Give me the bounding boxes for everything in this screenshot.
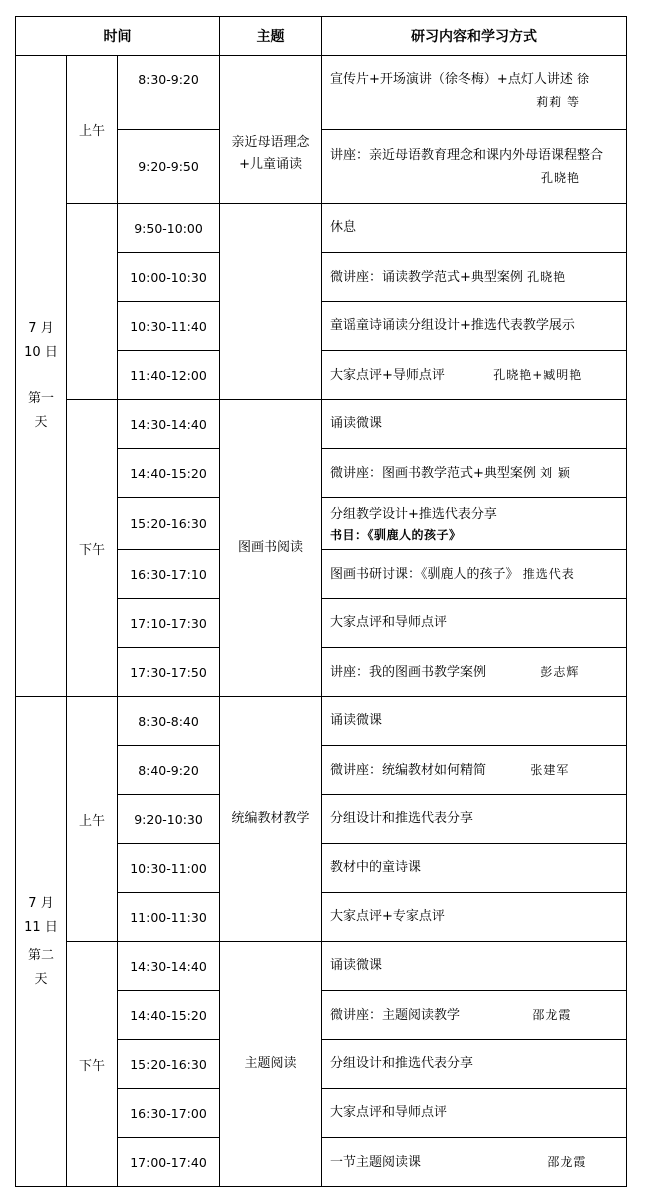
time-cell: 10:00-10:30 [118,253,220,302]
period-label: 上午 [67,697,118,942]
period-label: 上午 [67,56,118,204]
speaker-name: 张建军 [530,762,570,777]
content-cell [322,56,627,130]
content-cell [322,351,627,400]
content-cell: 大家点评和导师点评 [322,1089,627,1138]
time-cell: 9:20-9:50 [118,130,220,204]
speaker-name: 孔晓艳 [527,269,567,284]
table-row [16,942,627,991]
day-2-month: 7 月 [28,895,54,911]
time-cell: 16:30-17:00 [118,1089,220,1138]
content-cell [322,991,627,1040]
speaker-name: 刘 颖 [540,465,571,480]
day-1-ordinal-suffix: 天 [34,415,48,430]
speaker-name: 莉莉 等 [536,95,581,109]
table-row [16,204,627,253]
time-cell: 17:10-17:30 [118,599,220,648]
content-text: 微讲座：统编教材如何精简 [330,762,487,778]
content-cell [322,550,627,599]
header-theme: 主题 [220,17,322,56]
time-cell: 10:30-11:40 [118,302,220,351]
speaker-name: 邵龙霞 [532,1007,572,1022]
content-cell: 诵读微课 [322,400,627,449]
content-cell: 分组设计和推选代表分享 [322,1040,627,1089]
content-text: 讲座：我的图画书教学案例 [330,664,487,680]
content-cell [322,498,627,550]
time-cell: 9:50-10:00 [118,204,220,253]
header-time: 时间 [16,17,220,56]
time-cell: 14:30-14:40 [118,400,220,449]
time-cell: 11:40-12:00 [118,351,220,400]
content-text: 微讲座：诵读教学范式+典型案例 [330,269,523,285]
theme-cell: 图画书阅读 [220,400,322,697]
header-content: 研习内容和学习方式 [322,17,627,56]
content-text: 一节主题阅读课 [330,1154,422,1170]
content-text: 微讲座：图画书教学范式+典型案例 [330,465,536,481]
time-cell: 14:40-15:20 [118,991,220,1040]
table-row [16,400,627,449]
day-2-ordinal-suffix: 天 [34,971,48,987]
table-row [16,56,627,130]
time-cell: 17:00-17:40 [118,1138,220,1187]
theme-cell: 统编教材教学 [220,697,322,942]
content-cell [322,253,627,302]
period-label: 下午 [67,942,118,1187]
theme-continuation [220,204,322,400]
theme-cell: 主题阅读 [220,942,322,1187]
content-cell [322,1138,627,1187]
speaker-name: 孔晓艳 [541,170,581,185]
content-text: 大家点评+导师点评 [330,367,445,383]
time-cell: 17:30-17:50 [118,648,220,697]
content-cell: 大家点评和导师点评 [322,599,627,648]
content-cell: 休息 [322,204,627,253]
table-row [16,697,627,746]
speaker-name: 邵龙霞 [547,1154,587,1169]
day-2-date: 11 日 [24,919,58,935]
speaker-name: 徐 [576,72,590,86]
day-1-label [16,56,67,697]
theme-cell: 亲近母语理念+儿童诵读 [220,56,322,204]
booklist-note: 书目：《驯鹿人的孩子》 [330,527,462,542]
content-text: 讲座：亲近母语教育理念和课内外母语课程整合 [330,147,604,163]
time-cell: 15:20-16:30 [118,498,220,550]
period-label: 下午 [67,400,118,697]
content-cell: 大家点评+专家点评 [322,893,627,942]
time-cell: 10:30-11:00 [118,844,220,893]
schedule-table [15,16,627,1187]
time-cell: 11:00-11:30 [118,893,220,942]
speaker-name: 推选代表 [522,566,575,581]
content-cell [322,449,627,498]
content-cell [322,648,627,697]
day-2-ordinal: 第二 [27,947,54,963]
content-cell: 分组设计和推选代表分享 [322,795,627,844]
time-cell: 16:30-17:10 [118,550,220,599]
time-cell: 8:40-9:20 [118,746,220,795]
time-cell: 8:30-9:20 [118,56,220,130]
content-text: 图画书研讨课：《驯鹿人的孩子》 [330,566,519,582]
content-text: 微讲座：主题阅读教学 [330,1007,461,1023]
content-cell: 诵读微课 [322,942,627,991]
content-cell [322,746,627,795]
content-cell: 教材中的童诗课 [322,844,627,893]
day-1-date: 10 日 [24,345,58,360]
time-cell: 14:40-15:20 [118,449,220,498]
time-cell: 9:20-10:30 [118,795,220,844]
day-1-month: 7 月 [28,321,54,336]
speaker-name: 孔晓艳+臧明艳 [493,367,583,382]
day-2-label [16,697,67,1187]
content-text: 分组教学设计+推选代表分享 [330,506,497,522]
time-cell: 14:30-14:40 [118,942,220,991]
time-cell: 8:30-8:40 [118,697,220,746]
period-continuation [67,204,118,400]
content-cell [322,130,627,204]
time-cell: 15:20-16:30 [118,1040,220,1089]
content-cell: 童谣童诗诵读分组设计+推选代表教学展示 [322,302,627,351]
speaker-name: 彭志辉 [540,664,580,679]
content-cell: 诵读微课 [322,697,627,746]
content-text: 宣传片+开场演讲（徐冬梅）+点灯人讲述 [330,72,573,87]
day-1-ordinal: 第一 [27,391,54,406]
header-row [16,17,627,56]
